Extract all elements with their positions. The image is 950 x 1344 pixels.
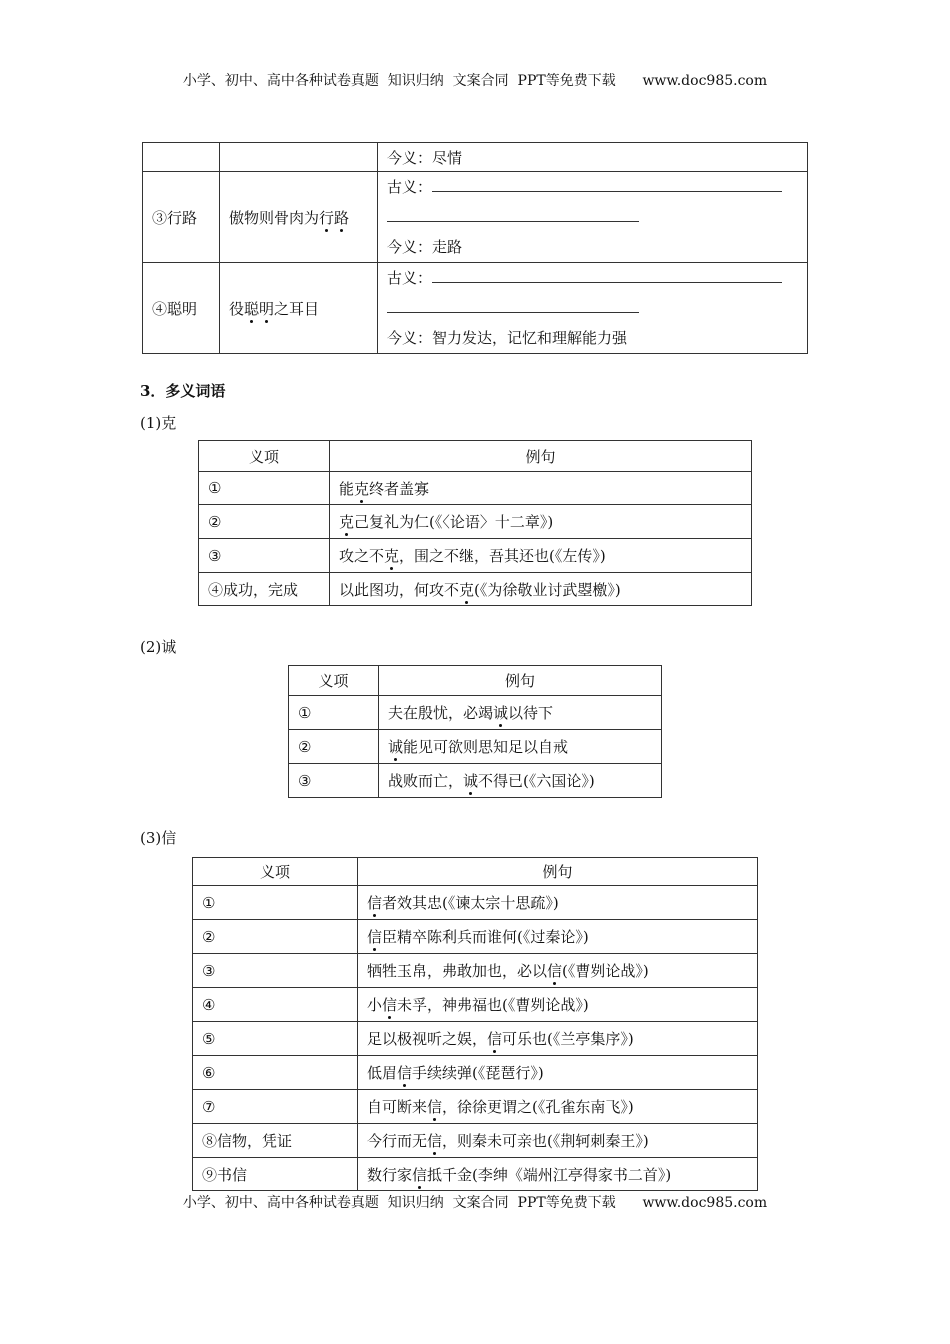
table-row [289,730,662,764]
ancient-modern-table [142,142,808,354]
meaning-cell: ③ [199,539,330,573]
table-row [193,954,758,988]
example-cell: 克己复礼为仁(《〈论语〉十二章》) [330,505,752,539]
table-row [143,263,808,354]
example-cell: 战败而亡，诚不得已(《六国论》) [379,764,662,798]
example-cell: 信臣精卒陈利兵而谁何(《过秦论》) [358,920,758,954]
ke-meaning-table [198,440,752,606]
emphasis-dot-char: 路 [334,208,350,227]
emphasis-dot-char: 克 [459,580,475,599]
subsection-title-ke: (1)克 [140,414,177,432]
meaning-cell [378,263,808,354]
sentence-cell: 傲物则骨肉为行路 [220,172,378,263]
emphasis-dot-char: 信 [382,996,398,1014]
emphasis-dot-char: 信 [547,962,563,980]
emphasis-dot-char: 信 [397,1064,413,1082]
emphasis-dot-char: 诚 [493,704,509,722]
modern-meaning: 今义：走路 [387,238,463,256]
emphasis-dot-char: 信 [367,894,383,912]
table-row [193,1022,758,1056]
meaning-cell: ⑥ [193,1056,358,1090]
page-header: 小学、初中、高中各种试卷真题 知识归纳 文案合同 PPT等免费下载 www.doc985.com [182,73,768,89]
table-row [193,886,758,920]
example-cell: 自可断来信，徐徐更谓之(《孔雀东南飞》) [358,1090,758,1124]
answer-blank[interactable] [432,268,782,283]
xin-meaning-table [192,857,758,1191]
page-footer: 小学、初中、高中各种试卷真题 知识归纳 文案合同 PPT等免费下载 www.doc985.com [182,1195,768,1211]
column-header: 义项 [193,858,358,886]
meaning-cell: ④ [193,988,358,1022]
emphasis-dot-char: 信 [487,1030,503,1048]
ancient-label: 古义： [387,269,433,287]
word-cell: ③行路 [143,172,220,263]
modern-meaning: 今义：智力发达，记忆和理解能力强 [387,329,628,347]
table-row [193,920,758,954]
emphasis-dot-char: 克 [354,479,370,498]
word-cell: ④聪明 [143,263,220,354]
example-cell: 夫在殷忧，必竭诚以待下 [379,696,662,730]
example-cell: 今行而无信，则秦未可亲也(《荆轲刺秦王》) [358,1124,758,1158]
table-row [289,764,662,798]
meaning-cell: ③ [289,764,379,798]
meaning-cell: ③ [193,954,358,988]
table-row [199,573,752,606]
example-cell: 牺牲玉帛，弗敢加也，必以信(《曹刿论战》) [358,954,758,988]
table-row [199,472,752,505]
table-row [289,696,662,730]
meaning-cell: ① [289,696,379,730]
sentence-cell: 役聪明之耳目 [220,263,378,354]
meaning-cell: ① [193,886,358,920]
emphasis-dot-char: 信 [412,1165,428,1184]
emphasis-dot-char: 行 [319,208,335,227]
emphasis-dot-char: 诚 [388,738,404,756]
column-header: 义项 [289,666,379,696]
table-row [193,1090,758,1124]
meaning-cell: ② [199,505,330,539]
meaning-cell: ② [289,730,379,764]
meaning-cell: ⑦ [193,1090,358,1124]
example-cell: 能克终者盖寡 [330,472,752,505]
emphasis-dot-char: 信 [367,928,383,946]
meaning-cell: ⑧信物，凭证 [193,1124,358,1158]
example-cell: 攻之不克，围之不继，吾其还也(《左传》) [330,539,752,573]
ancient-label: 古义： [387,178,433,196]
emphasis-dot-char: 诚 [463,772,479,790]
example-cell: 低眉信手续续弹(《琵琶行》) [358,1056,758,1090]
emphasis-dot-char: 明 [259,299,275,318]
example-cell: 以此图功，何攻不克(《为徐敬业讨武曌檄》) [330,573,752,606]
subsection-title-xin: (3)信 [140,829,177,847]
table-row [193,1124,758,1158]
table-row [143,172,808,263]
example-cell: 诚能见可欲则思知足以自戒 [379,730,662,764]
column-header: 义项 [199,441,330,472]
column-header: 例句 [358,858,758,886]
table-cell [143,143,220,172]
meaning-cell: ⑨书信 [193,1158,358,1191]
meaning-cell: ① [199,472,330,505]
emphasis-dot-char: 克 [384,547,400,565]
modern-meaning: 今义：尽情 [378,143,808,172]
column-header: 例句 [379,666,662,696]
answer-blank[interactable] [387,298,639,313]
table-row [199,505,752,539]
table-row [193,1158,758,1191]
table-row [199,539,752,573]
answer-blank[interactable] [387,207,639,222]
example-cell: 足以极视听之娱，信可乐也(《兰亭集序》) [358,1022,758,1056]
cheng-meaning-table [288,665,662,798]
table-cell [220,143,378,172]
subsection-title-cheng: (2)诚 [140,638,177,656]
table-row [193,988,758,1022]
emphasis-dot-char: 克 [339,513,355,531]
table-row [193,1056,758,1090]
answer-blank[interactable] [432,177,782,192]
meaning-cell [378,172,808,263]
example-cell: 小信未孚，神弗福也(《曹刿论战》) [358,988,758,1022]
example-cell: 信者效其忠(《谏太宗十思疏》) [358,886,758,920]
section-title: 3．多义词语 [140,382,226,400]
column-header: 例句 [330,441,752,472]
emphasis-dot-char: 信 [427,1132,443,1150]
emphasis-dot-char: 聪 [244,299,260,318]
example-cell: 数行家信抵千金(李绅《端州江亭得家书二首》) [358,1158,758,1191]
meaning-cell: ② [193,920,358,954]
emphasis-dot-char: 信 [427,1098,443,1116]
meaning-cell: ⑤ [193,1022,358,1056]
meaning-cell: ④成功，完成 [199,573,330,606]
